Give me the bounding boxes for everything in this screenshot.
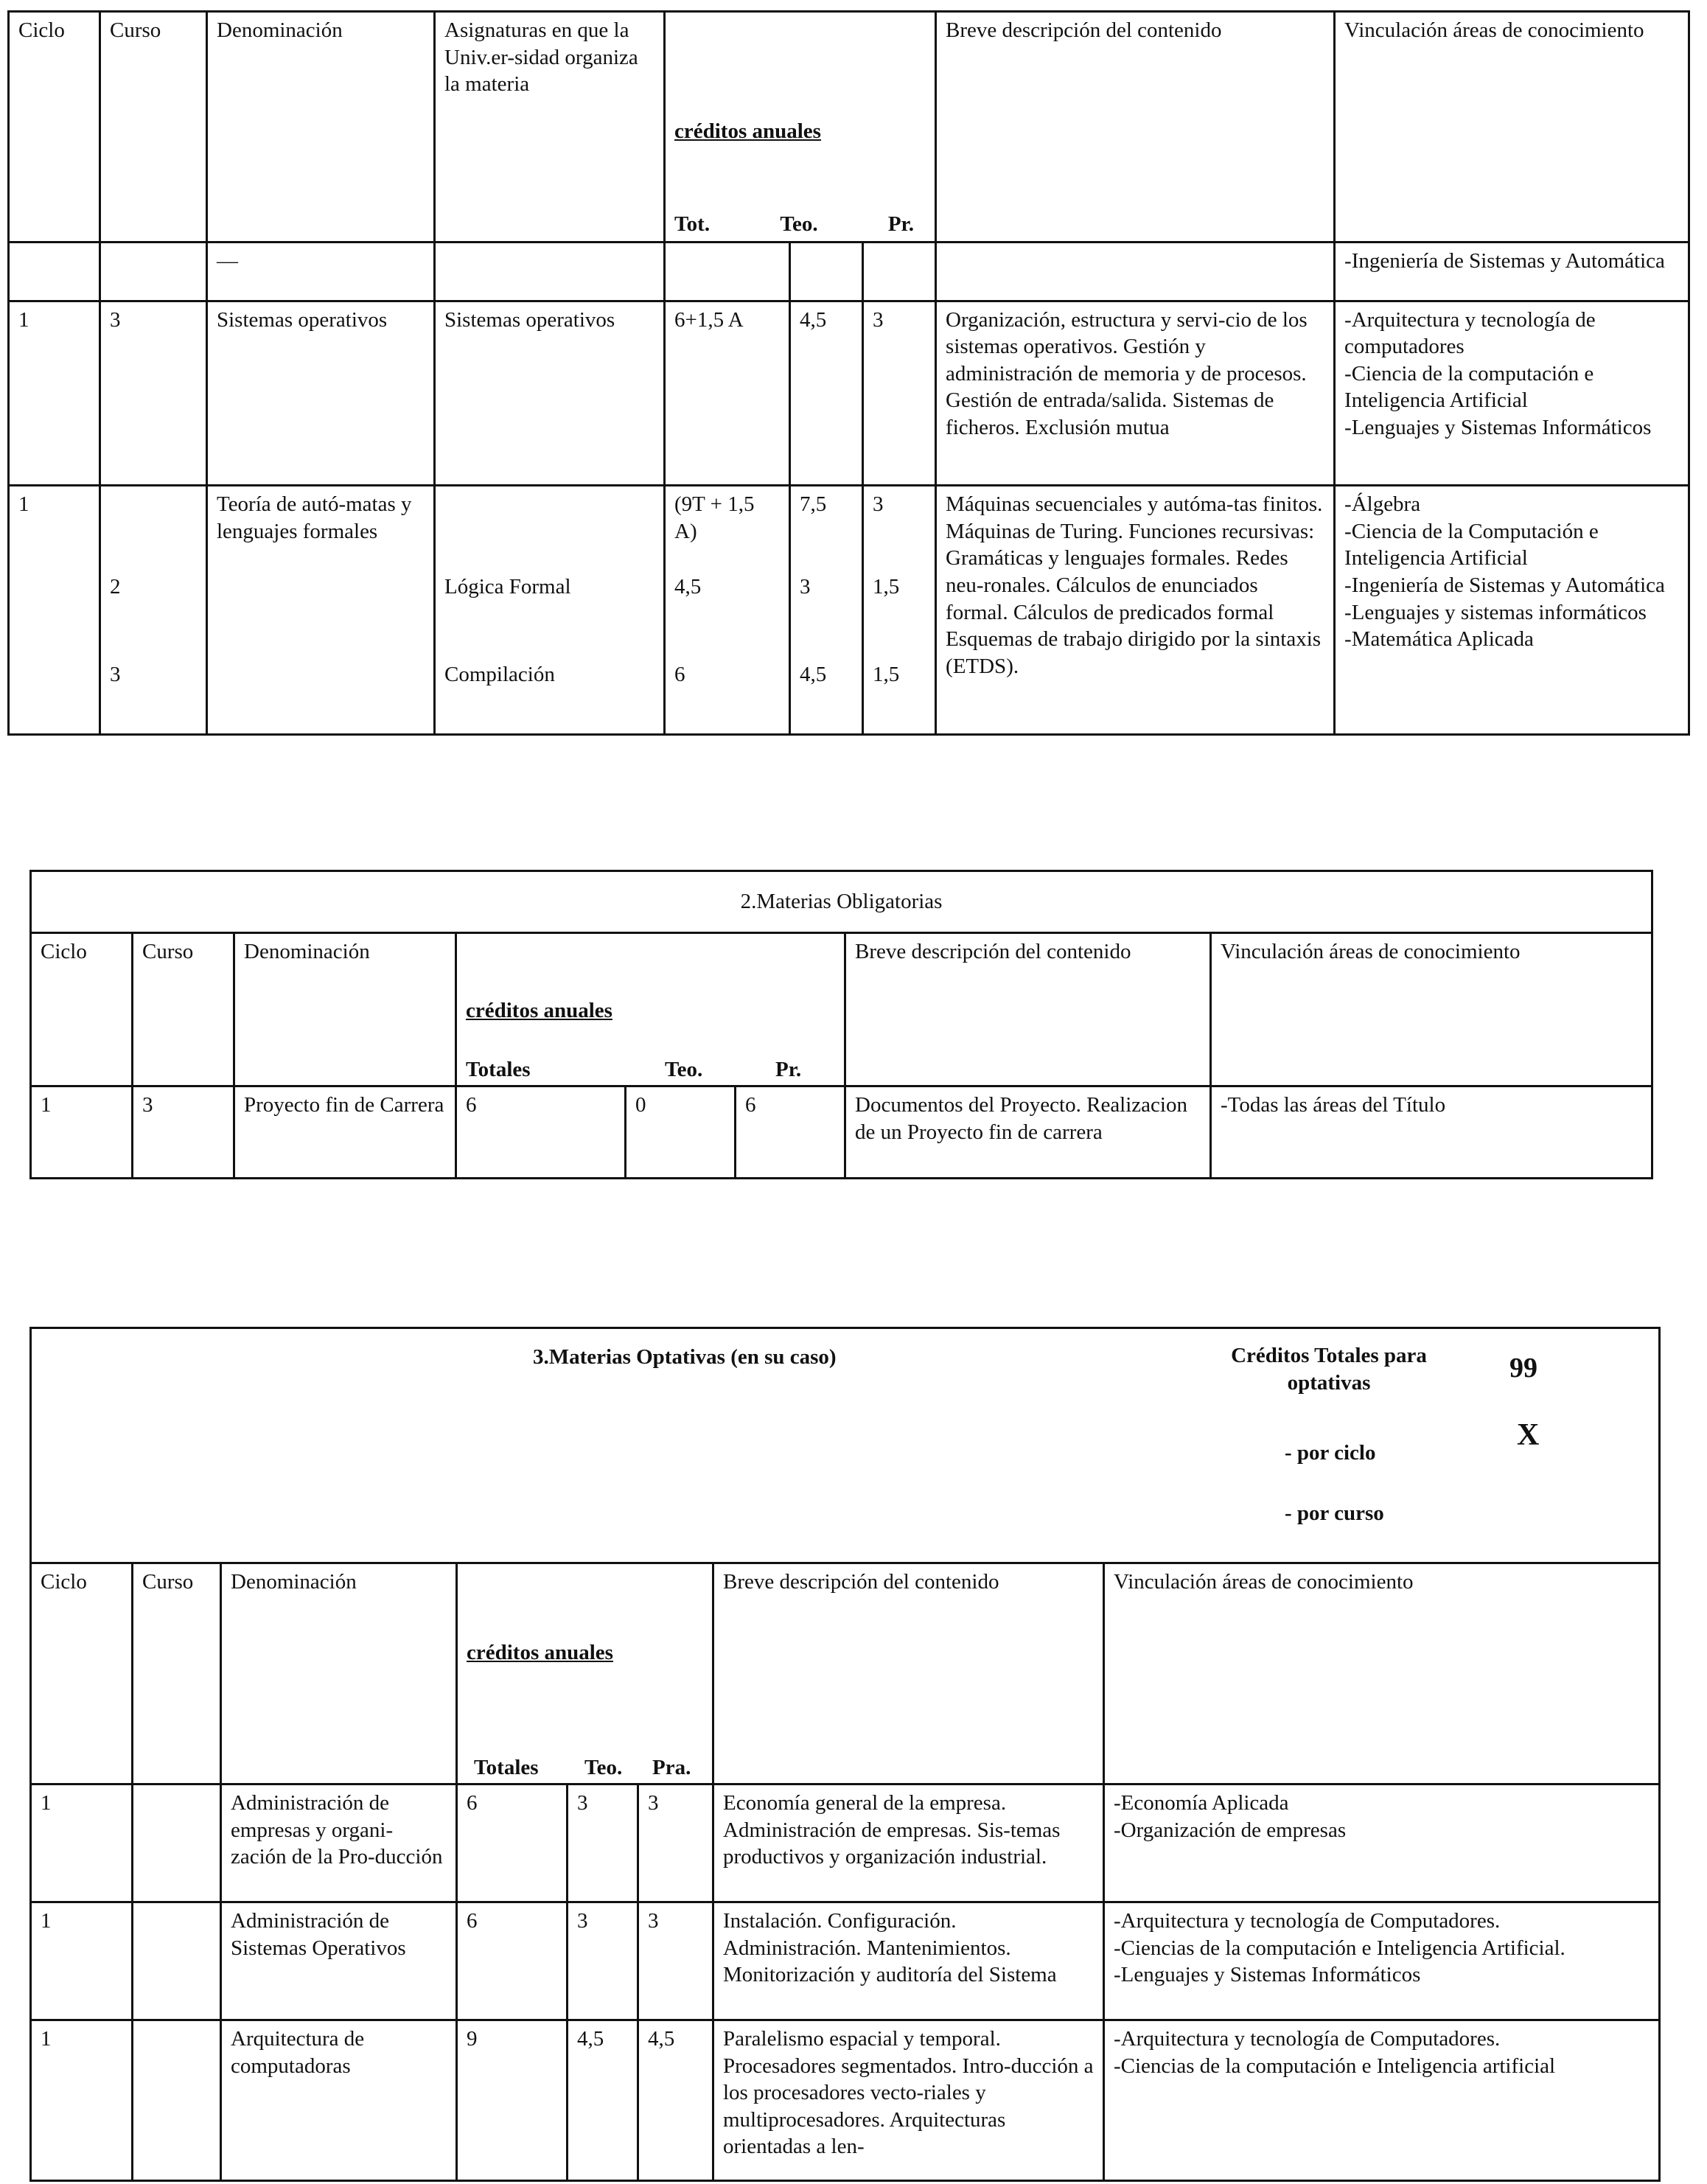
cell-totales: 6 bbox=[456, 1086, 626, 1179]
header-vinculacion: Vinculación áreas de conocimiento bbox=[1335, 12, 1689, 243]
vinculacion-line: -Ciencia de la computación e Inteligencia Artificial bbox=[1344, 361, 1594, 413]
cell-denominacion: Sistemas operativos bbox=[207, 301, 435, 486]
header-pr: Pr. bbox=[887, 212, 915, 237]
header-curso: Curso bbox=[133, 933, 234, 1086]
cell-descripcion: Documentos del Proyecto. Realizacion de un Proyecto fin de carrera bbox=[845, 1086, 1211, 1179]
cell-teo: 0 bbox=[626, 1086, 736, 1179]
header-ciclo: Ciclo bbox=[31, 1563, 133, 1784]
cell-pr-main: 3 bbox=[873, 492, 884, 517]
header-ciclo: Ciclo bbox=[31, 933, 133, 1086]
header-tot: Tot. bbox=[674, 212, 711, 237]
header-creditos-anuales: créditos anuales bbox=[467, 1640, 613, 1664]
table3-title-cell bbox=[31, 1328, 1660, 1563]
vinculacion-line: -Lenguajes y Sistemas Informáticos bbox=[1344, 415, 1652, 439]
por-curso-label: - por curso bbox=[1285, 1501, 1384, 1525]
creditos-totales-value: 99 bbox=[1509, 1353, 1537, 1384]
table2-title: 2.Materias Obligatorias bbox=[31, 871, 1652, 933]
header-denominacion: Denominación bbox=[234, 933, 456, 1086]
cell-teo: 4,5 bbox=[790, 301, 863, 486]
vinculacion-line: -Arquitectura y tecnología de Computadores. bbox=[1114, 1909, 1501, 1933]
cell-vinculacion bbox=[1104, 1784, 1660, 1902]
cell-pr: 6 bbox=[736, 1086, 845, 1179]
header-asignaturas: Asignaturas en que la Univ.er-sidad organiza la materia bbox=[435, 12, 665, 243]
table-optativas bbox=[29, 1327, 1661, 2182]
cell-ciclo: 1 bbox=[9, 301, 100, 486]
cell-pra: 3 bbox=[638, 1784, 713, 1902]
header-descripcion: Breve descripción del contenido bbox=[936, 12, 1335, 243]
vinculacion-line: -Ciencia de la Computación e Inteligencia Artificial bbox=[1344, 519, 1599, 571]
header-denominacion: Denominación bbox=[221, 1563, 457, 1784]
header-creditos-group bbox=[665, 12, 936, 243]
header-curso: Curso bbox=[133, 1563, 221, 1784]
cell-vinculacion bbox=[1104, 2020, 1660, 2181]
cell-teo-main: 7,5 bbox=[800, 492, 827, 517]
cell-teo: 3 bbox=[568, 1784, 638, 1902]
table2-header-row bbox=[31, 933, 1652, 1086]
cell-curso-sub1: 2 bbox=[110, 575, 121, 599]
cell-pra: 4,5 bbox=[638, 2020, 713, 2181]
header-pra: Pra. bbox=[652, 1756, 691, 1780]
cell-vinculacion bbox=[1335, 301, 1689, 486]
cell-pr: 3 bbox=[863, 301, 936, 486]
table-row bbox=[31, 1902, 1660, 2020]
cell-curso: 3 bbox=[133, 1086, 234, 1179]
cell-teo: 4,5 bbox=[568, 2020, 638, 2181]
cell-denominacion: Administración de Sistemas Operativos bbox=[221, 1902, 457, 2020]
cell-curso: 3 bbox=[100, 301, 207, 486]
cell-curso-sub2: 3 bbox=[110, 662, 121, 686]
vinculacion-line: -Economía Aplicada bbox=[1114, 1791, 1289, 1815]
table1-header-row bbox=[9, 12, 1689, 243]
cell-asignatura bbox=[435, 486, 665, 735]
header-creditos-group bbox=[456, 933, 845, 1086]
cell-ciclo: 1 bbox=[31, 1086, 133, 1179]
table-row bbox=[9, 301, 1689, 486]
header-descripcion: Breve descripción del contenido bbox=[713, 1563, 1104, 1784]
cell-pr-sub1: 1,5 bbox=[873, 575, 900, 599]
cell-descripcion: Economía general de la empresa. Administración de empresas. Sis-temas productivos y organización industrial. bbox=[713, 1784, 1104, 1902]
cell-ciclo: 1 bbox=[31, 2020, 133, 2181]
table3-header-row bbox=[31, 1563, 1660, 1784]
header-totales: Totales bbox=[474, 1756, 539, 1780]
cell-teo bbox=[790, 486, 863, 735]
vinculacion-line: -Álgebra bbox=[1344, 492, 1421, 517]
cell-vinculacion: -Ingeniería de Sistemas y Automática bbox=[1335, 243, 1689, 301]
cell-pr-sub2: 1,5 bbox=[873, 662, 900, 686]
cell-totales: 6 bbox=[457, 1784, 568, 1902]
vinculacion-line: -Lenguajes y sistemas informáticos bbox=[1344, 600, 1647, 624]
cell-ciclo: 1 bbox=[31, 1902, 133, 2020]
table-row bbox=[31, 2020, 1660, 2181]
cell-totales: 9 bbox=[457, 2020, 568, 2181]
cell-asignatura: Sistemas operativos bbox=[435, 301, 665, 486]
header-ciclo: Ciclo bbox=[9, 12, 100, 243]
cell-curso bbox=[100, 486, 207, 735]
cell-denominacion: Arquitectura de computadoras bbox=[221, 2020, 457, 2181]
cell-curso bbox=[133, 1902, 221, 2020]
header-creditos-anuales: créditos anuales bbox=[466, 998, 612, 1022]
header-vinculacion: Vinculación áreas de conocimiento bbox=[1211, 933, 1652, 1086]
cell-teo-sub1: 3 bbox=[800, 575, 811, 599]
header-totales: Totales bbox=[466, 1058, 531, 1082]
cell-ciclo: 1 bbox=[31, 1784, 133, 1902]
table2-title-row bbox=[31, 871, 1652, 933]
header-creditos-anuales: créditos anuales bbox=[674, 119, 821, 143]
dash-mark: — bbox=[207, 243, 435, 301]
header-teo: Teo. bbox=[584, 1756, 623, 1780]
cell-denominacion: Administración de empresas y organi-zación de la Pro-ducción bbox=[221, 1784, 457, 1902]
header-vinculacion: Vinculación áreas de conocimiento bbox=[1104, 1563, 1660, 1784]
cell-descripcion: Paralelismo espacial y temporal. Procesadores segmentados. Intro-ducción a los procesadores vecto-riales y multiprocesadores. Arquitecturas orientadas a len- bbox=[713, 2020, 1104, 2181]
cell-asignatura-sub2: Compilación bbox=[444, 662, 555, 686]
cell-teo-sub2: 4,5 bbox=[800, 662, 827, 686]
cell-tot bbox=[665, 486, 790, 735]
cell-ciclo: 1 bbox=[9, 486, 100, 735]
cell-descripcion: Organización, estructura y servi-cio de los sistemas operativos. Gestión y administración de memoria y de procesos. Gestión de entrada/salida. Sistemas de ficheros. Exclusión mutua bbox=[936, 301, 1335, 486]
cell-tot-sub2: 6 bbox=[674, 662, 685, 686]
header-creditos-group bbox=[457, 1563, 713, 1784]
table-row bbox=[31, 1086, 1652, 1179]
cell-totales: 6 bbox=[457, 1902, 568, 2020]
header-curso: Curso bbox=[100, 12, 207, 243]
header-teo: Teo. bbox=[780, 212, 818, 237]
table3-title-row bbox=[31, 1328, 1660, 1563]
cell-teo: 3 bbox=[568, 1902, 638, 2020]
cell-tot: 6+1,5 A bbox=[665, 301, 790, 486]
header-descripcion: Breve descripción del contenido bbox=[845, 933, 1211, 1086]
cell-descripcion: Instalación. Configuración. Administración. Mantenimientos. Monitorización y auditoría del Sistema bbox=[713, 1902, 1104, 2020]
header-teo: Teo. bbox=[665, 1058, 703, 1082]
vinculacion-line: -Lenguajes y Sistemas Informáticos bbox=[1114, 1963, 1421, 1987]
vinculacion-line: -Ciencias de la computación e Inteligencia artificial bbox=[1114, 2054, 1556, 2078]
cell-curso bbox=[133, 2020, 221, 2181]
por-ciclo-value: X bbox=[1517, 1418, 1540, 1452]
vinculacion-line: -Organización de empresas bbox=[1114, 1818, 1347, 1842]
vinculacion-line: -Ciencias de la computación e Inteligencia Artificial. bbox=[1114, 1936, 1565, 1960]
table-row bbox=[31, 1784, 1660, 1902]
table-row bbox=[9, 243, 1689, 301]
cell-descripcion: Máquinas secuenciales y autóma-tas finitos. Máquinas de Turing. Funciones recursivas: Gramáticas y lenguajes formales. Redes neu-ronales. Cálculos de enunciados formal. Cálculos de predicados formal Esquemas de trabajo dirigido por la sintaxis (ETDS). bbox=[936, 486, 1335, 735]
table-obligatorias bbox=[29, 870, 1653, 1179]
vinculacion-line: -Arquitectura y tecnología de Computadores. bbox=[1114, 2027, 1501, 2051]
cell-denominacion: Proyecto fin de Carrera bbox=[234, 1086, 456, 1179]
cell-tot-main: (9T + 1,5 A) bbox=[674, 492, 755, 543]
cell-curso bbox=[133, 1784, 221, 1902]
vinculacion-line: -Arquitectura y tecnología de computadores bbox=[1344, 307, 1596, 359]
table3-title: 3.Materias Optativas (en su caso) bbox=[533, 1345, 837, 1369]
cell-denominacion: Teoría de autó-matas y lenguajes formales bbox=[207, 486, 435, 735]
cell-tot-sub1: 4,5 bbox=[674, 575, 702, 599]
cell-pra: 3 bbox=[638, 1902, 713, 2020]
cell-asignatura-sub1: Lógica Formal bbox=[444, 575, 571, 599]
header-pr: Pr. bbox=[775, 1058, 802, 1082]
cell-vinculacion: -Todas las áreas del Título bbox=[1211, 1086, 1652, 1179]
header-denominacion: Denominación bbox=[207, 12, 435, 243]
cell-vinculacion bbox=[1104, 1902, 1660, 2020]
por-ciclo-label: - por ciclo bbox=[1285, 1441, 1376, 1465]
table-troncales bbox=[7, 10, 1690, 736]
cell-pr bbox=[863, 486, 936, 735]
creditos-totales-label: Créditos Totales para optativas bbox=[1231, 1344, 1427, 1395]
table-row bbox=[9, 486, 1689, 735]
vinculacion-line: -Ingeniería de Sistemas y Automática bbox=[1344, 573, 1665, 597]
vinculacion-line: -Matemática Aplicada bbox=[1344, 627, 1534, 652]
cell-vinculacion bbox=[1335, 486, 1689, 735]
